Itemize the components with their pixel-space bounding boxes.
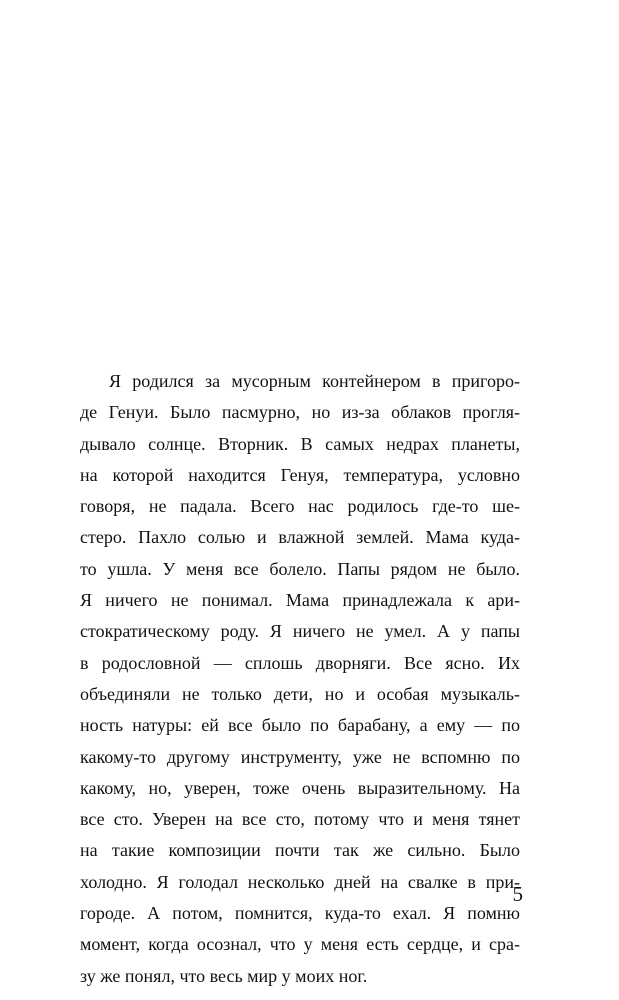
text-line: Я ничего не понимал. Мама принадлежала к ари- (80, 590, 520, 611)
text-line: холодно. Я голодал несколько дней на свалке в при- (80, 871, 520, 892)
text-line: все сто. Уверен на все сто, потому что и меня тянет (80, 809, 520, 830)
text-line: зу же понял, что весь мир у моих ног. (80, 965, 368, 986)
text-line: объединяли не только дети, но и особая музыкаль- (80, 683, 520, 704)
text-line: какому, но, уверен, тоже очень выразительному. На (80, 777, 520, 798)
text-line: говоря, не падала. Всего нас родилось где-то ше- (80, 496, 520, 517)
text-line: то ушла. У меня все болело. Папы рядом не было. (80, 558, 520, 579)
text-line: какому-то другому инструменту, уже не вспомню по (80, 746, 520, 767)
text-line: на такие композиции почти так же сильно. Было (80, 840, 520, 861)
text-line: ность натуры: ей все было по барабану, а ему — по (80, 715, 520, 736)
text-line: де Генуи. Было пасмурно, но из-за облаков прогля- (80, 402, 520, 423)
body-paragraph (80, 366, 520, 992)
page-number: 5 (512, 882, 523, 906)
text-line: Я родился за мусорным контейнером в пригоро- (109, 371, 520, 391)
text-line: стеро. Пахло солью и влажной землей. Мама куда- (80, 527, 520, 548)
text-line: момент, когда осознал, что у меня есть сердце, и сра- (80, 934, 520, 955)
text-line: в родословной — сплошь дворняги. Все ясно. Их (80, 652, 520, 673)
text-line: дывало солнце. Вторник. В самых недрах планеты, (80, 433, 520, 454)
text-line: городе. А потом, помнится, куда-то ехал. Я помню (80, 903, 520, 924)
text-line: на которой находится Генуя, температура, условно (80, 464, 520, 485)
text-line: стократическому роду. Я ничего не умел. А у папы (80, 621, 520, 642)
